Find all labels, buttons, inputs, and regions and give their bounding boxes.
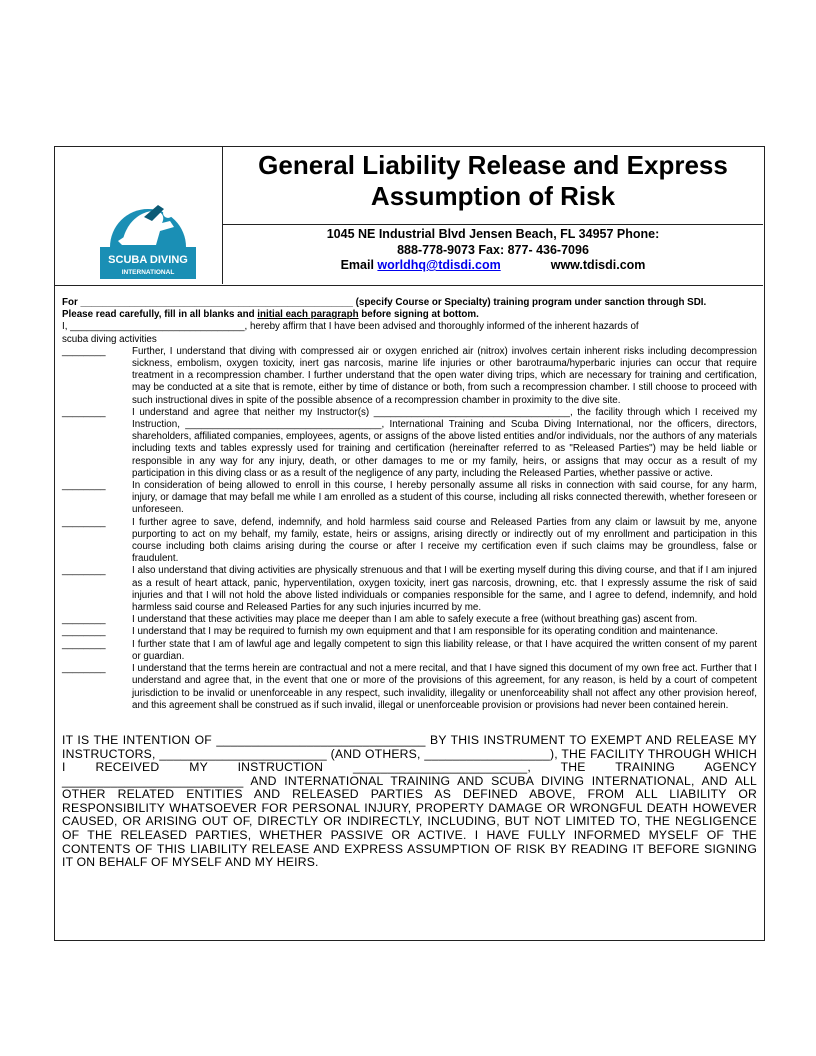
paragraph-3	[62, 480, 757, 517]
course-line	[62, 297, 757, 309]
paragraph-text: In consideration of being allowed to enroll in this course, I hereby personally assume all risks in connection with said course, for any harm, injury, or damage that may befall me while I am enrolled as a student of this course, including all risks connected therewith, whether foreseen or unforeseen.	[132, 480, 757, 516]
paragraph-text: Further, I understand that diving with compressed air or oxygen enriched air (nitrox) involves certain inherent risks including decompression sickness, embolism, oxygen toxicity, inert gas narcosis, marine life injuries or other barotrauma/hyperbaric injuries can occur that require treatment in a recompression chamber. I further understand that the open water diving trips, which are necessary for training and certification, may be conducted at a site that is remote, either by time of distance or both, from such a recompression chamber. I still choose to proceed with such instructional dives in spite of the possible absence of a recompression chamber in proximity to the dive site.	[132, 345, 757, 406]
address-line-1: 1045 NE Industrial Blvd Jensen Beach, FL 34957 Phone:	[326, 227, 660, 241]
initial-blank[interactable]: ________	[62, 516, 106, 528]
page-title	[223, 147, 763, 212]
document-frame	[54, 146, 765, 941]
contact-line	[223, 258, 763, 274]
paragraph-7	[62, 626, 757, 638]
paragraph-1	[62, 346, 757, 407]
title-line-1: General Liability Release and Express	[258, 150, 728, 180]
instructions-a: Please read carefully, fill in all blanks and	[62, 309, 258, 321]
paragraph-text: I understand that the terms herein are contractual and not a mere recital, and that I have signed this document of my own free act. Further that I understand and agree that, in the event that one or more of the provisions of this agreement, for any reason, is held by a court of competent jurisdiction to be invalid or unenforceable in any respect, such invalidity, illegality or unenforceability shall not affect any other provision hereof, and this agreement shall be construed as if such invalid, illegal or unenforceable provision or provisions had never been contained herein.	[132, 663, 757, 711]
paragraph-6	[62, 614, 757, 626]
email-link[interactable]: worldhq@tdisdi.com	[377, 258, 501, 272]
email-label: Email	[340, 258, 378, 272]
header-table	[55, 147, 763, 286]
paragraph-text: I further state that I am of lawful age and legally competent to sign this liability release, or that I have acquired the written consent of my parent or guardian.	[132, 638, 757, 662]
release-body	[62, 297, 757, 870]
initial-blank[interactable]: ________	[62, 406, 106, 418]
logo-text-sub: INTERNATIONAL	[121, 269, 175, 276]
paragraph-4	[62, 517, 757, 566]
title-line-2: Assumption of Risk	[370, 181, 616, 211]
initial-blank[interactable]: ________	[62, 663, 106, 675]
instructions-line	[62, 309, 757, 321]
instructions-c: before signing at bottom.	[358, 309, 479, 321]
paragraph-2	[62, 407, 757, 480]
sdi-logo	[100, 187, 196, 279]
website-text: www.tdisdi.com	[550, 258, 646, 272]
affirm-line: I, ________________________________, hereby affirm that I have been advised and thoroughly informed of the inherent hazards of	[62, 321, 639, 333]
course-prefix: For	[62, 297, 81, 308]
paragraph-text: I understand that these activities may place me deeper than I am able to safely execute a free (without breathing gas) ascent from.	[132, 614, 698, 626]
spacer	[62, 712, 757, 734]
initial-blank[interactable]: ________	[62, 626, 106, 638]
paragraph-9	[62, 663, 757, 712]
paragraph-text: I understand and agree that neither my Instructor(s) ____________________________________, the facility through which I received my Instruction, ____________________________________, International Training and Scuba Diving International, nor the officers, directors, shareholders, affiliated companies, employees, agents, or assigns of the above listed entities and/or individuals, nor the authors of any materials including texts and tables expressly used for training and certification (hereinafter referred to as "Released Parties") may be held liable or responsible in any way for any injury, death, or other damages to me or my family, heirs, or assigns that may occur as a result of my participation in this diving class or as a result of the negligence of any party, including the Released Parties, whether passive or active.	[132, 406, 757, 479]
initial-blank[interactable]: ________	[62, 614, 106, 626]
title-cell	[223, 147, 763, 225]
paragraph-text: I also understand that diving activities are physically strenuous and that I will be exerting myself during this diving course, and that if I am injured as a result of heart attack, panic, hyperventilation, oxygen toxicity, inert gas narcosis, drowning, etc. that I expressly assume the risk of said injuries and that I will not hold the above listed individuals or companies responsible for the same, and I agree to defend, indemnify, and hold harmless said course and Released Parties for any such injuries incurred by me.	[132, 565, 757, 614]
address-line-2: 888-778-9073 Fax: 877- 436-7096	[397, 242, 589, 257]
initial-blank[interactable]: ________	[62, 480, 106, 492]
initial-blank[interactable]: ________	[62, 638, 106, 650]
paragraph-text: I understand that I may be required to furnish my own equipment and that I am responsible for its operating condition and maintenance.	[132, 626, 718, 638]
initial-blank[interactable]: ________	[62, 565, 106, 577]
paragraph-5	[62, 565, 757, 614]
intention-paragraph: IT IS THE INTENTION OF ______________________________ BY THIS INSTRUMENT TO EXEMPT AND RELEASE MY INSTRUCTORS, ________________________ (AND OTHERS, __________________), THE FACILITY THROUGH WHICH I RECEIVED MY INSTRUCTION _________________________, THE TRAINING AGENCY __________________________ AND INTERNATIONAL TRAINING AND SCUBA DIVING INTERNATIONAL, AND ALL OTHER RELATED ENTITIES AND RELEASED PARTIES AS DEFINED ABOVE, FROM ALL LIABILITY OR RESPONSIBILITY WHATSOEVER FOR PERSONAL INJURY, PROPERTY DAMAGE OR WRONGFUL DEATH HOWEVER CAUSED, OR ARISING OUT OF, DIRECTLY OR INDIRECTLY, INCLUDING, BUT NOT LIMITED TO, THE NEGLIGENCE OF THE RELEASED PARTIES, WHETHER PASSIVE OR ACTIVE. I HAVE FULLY INFORMED MYSELF OF THE CONTENTS OF THIS LIABILITY RELEASE AND EXPRESS ASSUMPTION OF RISK BY READING IT BEFORE SIGNING IT ON BEHALF OF MYSELF AND MY HEIRS.	[62, 732, 757, 870]
paragraph-8	[62, 639, 757, 663]
affirm-line-2: scuba diving activities	[62, 333, 157, 345]
initial-blank[interactable]: ________	[62, 345, 106, 357]
logo-text-main: SCUBA DIVING	[108, 254, 188, 266]
paragraph-text: I further agree to save, defend, indemnify, and hold harmless said course and Released Parties from any claim or lawsuit by me, anyone purporting to act on my behalf, my family, estate, heirs or assigns, arising directly or indirectly out of my enrollment and participation in this course including both claims arising during the course or after I receive my certification even if such claims may be groundless, false or fraudulent.	[132, 516, 757, 565]
course-blank[interactable]: __________________________________________________	[80, 297, 353, 308]
address-cell	[223, 225, 763, 284]
address-block	[223, 225, 763, 274]
instructions-b: initial each paragraph	[257, 309, 359, 321]
logo-cell	[55, 147, 223, 284]
course-suffix: (specify Course or Specialty) training program under sanction through SDI.	[352, 297, 707, 308]
